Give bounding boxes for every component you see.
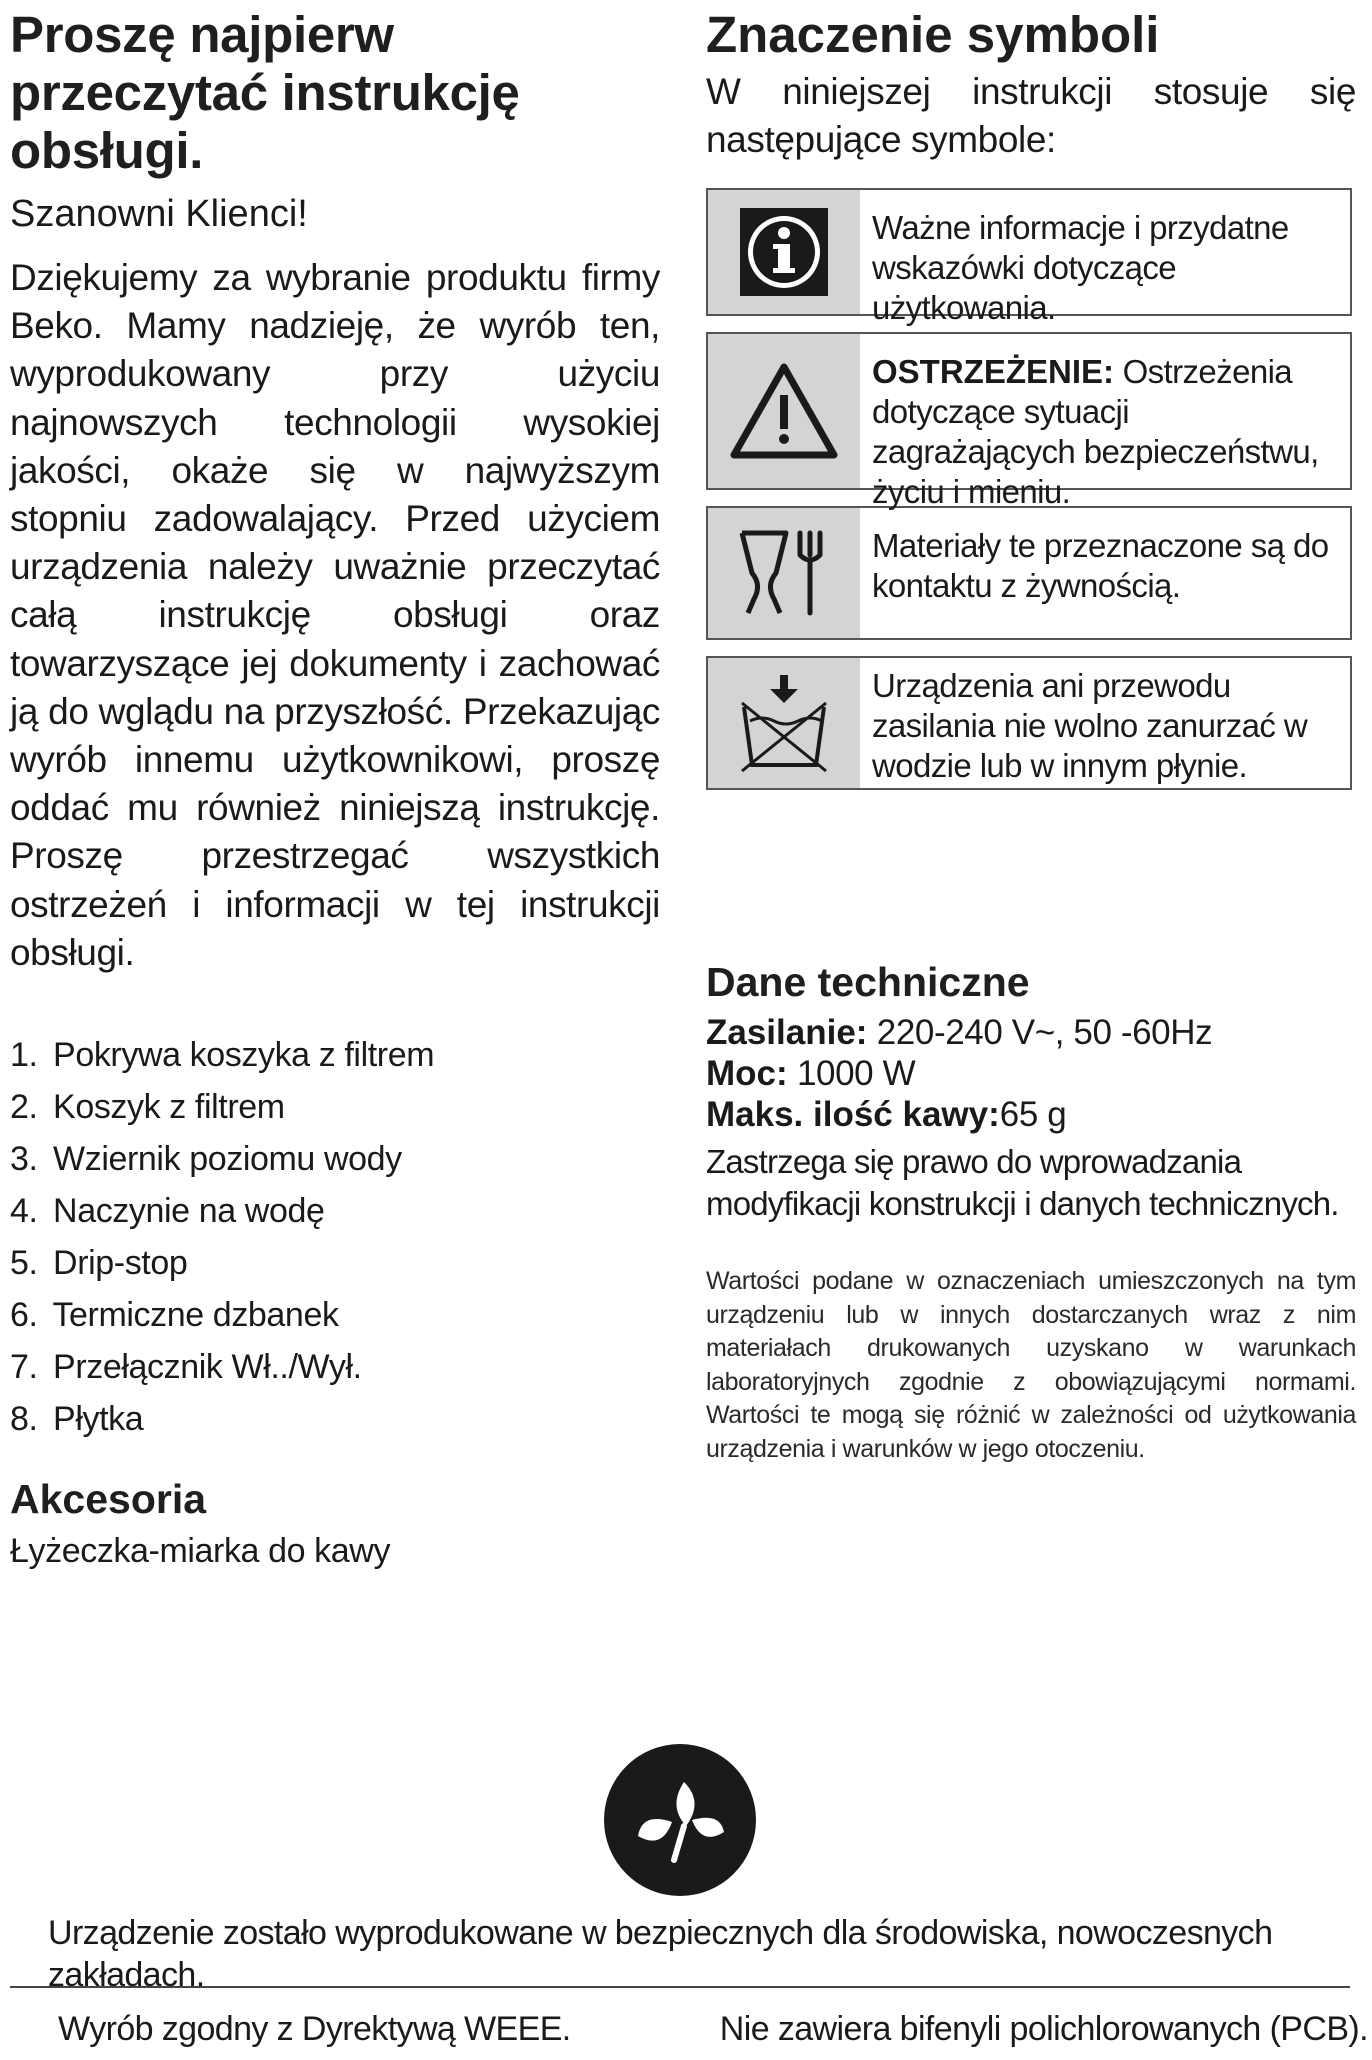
leaf-icon [602,1742,758,1898]
spec-value: 65 g [999,1095,1067,1134]
spec-label: Maks. ilość kawy: [706,1095,1000,1134]
fine-print: Wartości podane w oznaczeniach umieszczonych na tym urządzeniu lub w innych dostarczanych wraz z nim materiałach drukowanych uzyskano w warunkach laboratoryjnych zgodnie z obowiązującymi normami. Wartości te mogą się różnić w zależności od użytkowania urządzenia i warunków w jego otoczeniu. [706,1267,1356,1463]
item-number: 7. [10,1348,38,1387]
symbol-description: Materiały te przeznaczone są do kontaktu z żywnością. [872,527,1329,604]
page-title: Proszę najpierw przeczytać instrukcję obsługi. [10,6,520,179]
item-number: 8. [10,1400,38,1439]
food-contact-icon [708,508,860,638]
item-number: 3. [10,1140,38,1179]
item-number: 5. [10,1244,38,1283]
left-column [10,6,660,1573]
symbol-description: Urządzenia ani przewodu zasilania nie wolno zanurzać w wodzie lub w innym płynie. [872,667,1308,784]
symbol-description: Ostrzeżenia dotyczące sytuacji zagrażających bezpieczeństwu, życiu i mieniu. [872,353,1319,510]
item-label: Płytka [53,1400,144,1439]
no-immersion-icon [708,658,860,788]
list-item [10,1081,660,1133]
spec-label: Moc: [706,1054,788,1093]
intro-paragraph: Dziękujemy za wybranie produktu firmy Beko. Mamy nadzieję, że wyrób ten, wyprodukowany przy użyciu najnowszych technologii wysokiej jakości, okaże się w najwyższym stopniu zadowalający. Przed użyciem urządzenia należy uważnie przeczytać całą instrukcję obsługi oraz towarzyszące jej dokumenty i zachować ją do wglądu na przyszłość. Przekazując wyrób innemu użytkownikowi, proszę oddać mu również niniejszą instrukcję. Proszę przestrzegać wszystkich ostrzeżeń i informacji w tej instrukcji obsługi. [10,257,660,973]
item-label: Pokrywa koszyka z filtrem [53,1036,435,1075]
symbol-row-food [706,506,1352,640]
list-item [10,1393,660,1445]
symbol-text [860,334,1350,510]
item-label: Termiczne dzbanek [52,1296,339,1335]
list-item [10,1133,660,1185]
parts-list [10,1029,660,1445]
item-label: Drip-stop [53,1244,188,1283]
symbol-text [860,658,1350,788]
accessories-text: Łyżeczka-miarka do kawy [10,1532,391,1571]
info-icon [708,190,860,314]
pcb-statement: Nie zawiera bifenyli polichlorowanych (PCB). [719,2010,1368,2048]
tech-specs-title: Dane techniczne [706,959,1030,1005]
spec-power-supply [706,1012,1356,1053]
symbols-title: Znaczenie symboli [706,6,1160,63]
item-label: Przełącznik Wł../Wył. [53,1348,362,1387]
symbol-row-no-immersion [706,656,1352,790]
spec-label: Zasilanie: [706,1013,868,1052]
symbols-intro: W niniejszej instrukcji stosuje się następujące symbole: [706,71,1356,160]
symbol-text [860,190,1350,326]
eco-statement: Urządzenie zostało wyprodukowane w bezpiecznych dla środowiska, nowoczesnych zakładach. [48,1914,1273,1994]
symbol-text [860,508,1350,638]
spec-value: 1000 W [787,1054,916,1093]
tech-specs [706,1012,1356,1135]
list-item [10,1341,660,1393]
weee-statement: Wyrób zgodny z Dyrektywą WEEE. [58,2010,571,2048]
tech-note: Zastrzega się prawo do wprowadzania modyfikacji konstrukcji i danych technicznych. [706,1143,1339,1222]
right-column [706,6,1356,1466]
spec-max-coffee [706,1094,1356,1135]
spec-value: 220-240 V~, 50 -60Hz [867,1013,1213,1052]
item-label: Wziernik poziomu wody [53,1140,402,1179]
list-item [10,1237,660,1289]
item-number: 4. [10,1192,38,1231]
list-item [10,1289,660,1341]
symbol-row-warning [706,332,1352,510]
symbol-description: Ważne informacje i przydatne wskazówki dotyczące użytkowania. [872,209,1289,326]
symbol-row-info [706,188,1352,326]
warning-label: OSTRZEŻENIE: [872,353,1115,390]
item-number: 6. [10,1296,38,1335]
item-label: Koszyk z filtrem [53,1088,285,1127]
accessories-title: Akcesoria [10,1476,207,1523]
divider [10,1986,1350,1988]
list-item [10,1029,660,1081]
warning-icon [708,334,860,488]
spec-power [706,1053,1356,1094]
item-number: 1. [10,1036,38,1075]
greeting: Szanowni Klienci! [10,193,308,235]
item-label: Naczynie na wodę [53,1192,325,1231]
item-number: 2. [10,1088,38,1127]
list-item [10,1185,660,1237]
